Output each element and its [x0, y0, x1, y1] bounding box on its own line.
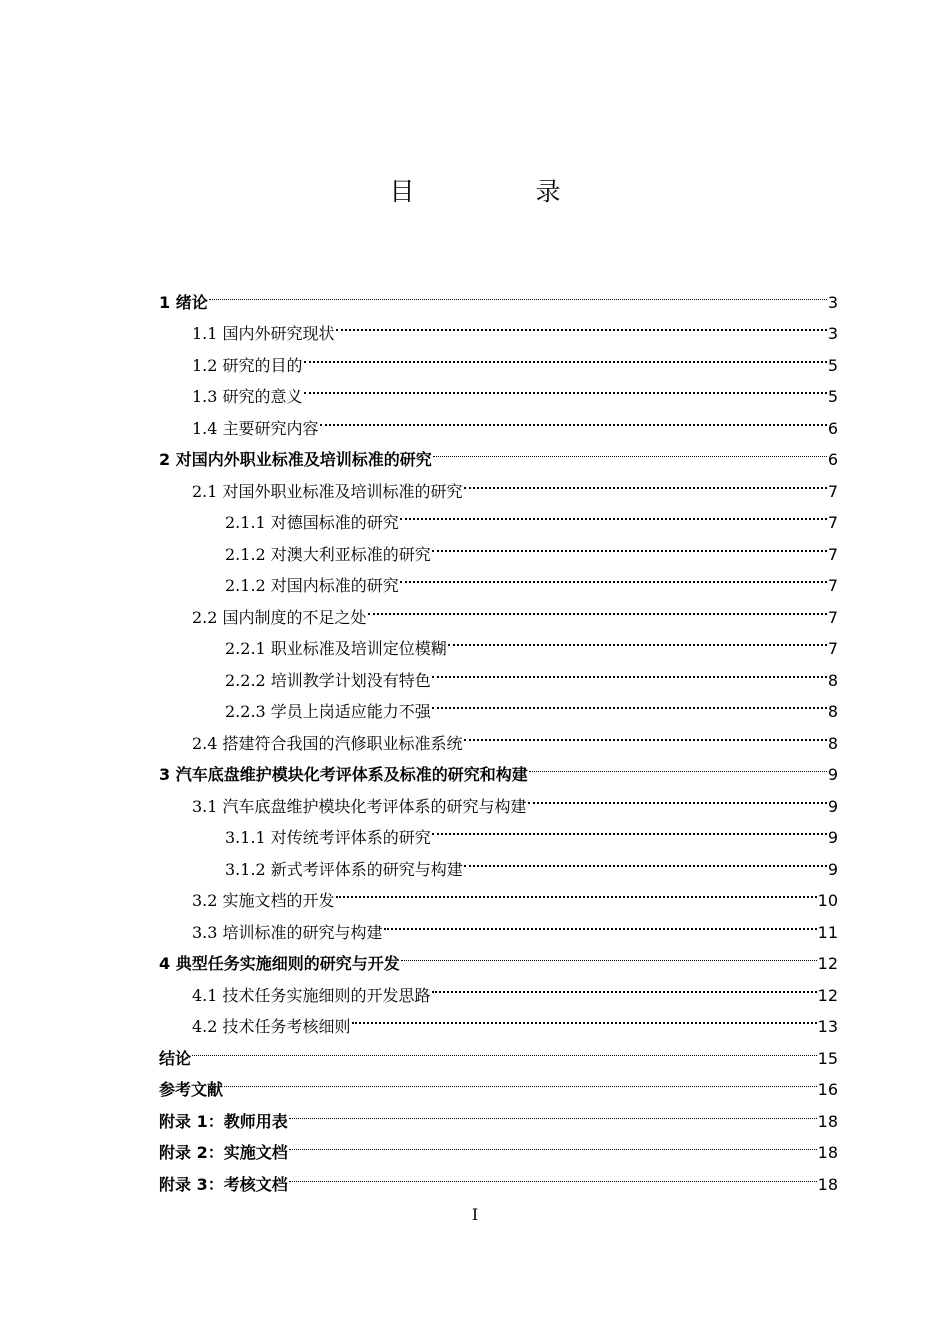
toc-entry[interactable] [159, 1032, 838, 1068]
toc-entry-title: 2 对国内外职业标准及培训标准的研究 [159, 450, 432, 469]
toc-entry-page: 7 [827, 513, 838, 532]
page-title: 目 录 [389, 177, 609, 206]
dot-leader [464, 843, 827, 875]
toc-entry-title: 参考文献 [159, 1080, 224, 1099]
toc-entry-title: 附录 2：实施文档 [159, 1143, 288, 1162]
toc-entry-title: 3.3 培训标准的研究与构建 [192, 922, 383, 942]
toc-entry-title: 3 汽车底盘维护模块化考评体系及标准的研究和构建 [159, 765, 528, 784]
toc-entry-title: 1.2 研究的目的 [192, 355, 303, 375]
dot-leader [384, 906, 817, 938]
toc-entry-page: 10 [817, 891, 838, 910]
toc-entry-title: 3.1 汽车底盘维护模块化考评体系的研究与构建 [192, 796, 527, 816]
toc-entry-page: 3 [827, 292, 838, 312]
toc-entry-page: 7 [827, 481, 838, 501]
toc-entry[interactable] [159, 276, 838, 312]
dot-leader [400, 560, 827, 592]
toc-entry-page: 12 [817, 954, 838, 973]
toc-entry-page: 7 [827, 607, 838, 627]
toc-entry-page: 6 [827, 418, 838, 438]
toc-entry-page: 18 [817, 1143, 838, 1162]
toc-entry-title: 2.2 国内制度的不足之处 [192, 607, 367, 627]
toc-entry-page: 5 [827, 355, 838, 375]
toc-entry-page: 11 [817, 922, 838, 942]
toc-entry-title: 1 绪论 [159, 292, 208, 312]
dot-leader [289, 1095, 817, 1127]
toc-entry-title: 4.1 技术任务实施细则的开发思路 [192, 985, 431, 1005]
toc-entry-title: 结论 [159, 1048, 192, 1068]
toc-entry[interactable] [159, 308, 838, 343]
toc-entry-page: 13 [817, 1017, 838, 1036]
toc-entry-title: 1.1 国内外研究现状 [192, 324, 335, 343]
dot-leader [432, 812, 827, 844]
table-of-contents [159, 276, 838, 1194]
dot-leader [336, 308, 827, 340]
dot-leader [192, 1032, 817, 1064]
dot-leader [529, 749, 827, 781]
toc-entry-page: 7 [827, 544, 838, 564]
toc-entry[interactable] [159, 1064, 838, 1099]
dot-leader [528, 780, 827, 812]
toc-entry-page: 3 [827, 324, 838, 343]
dot-leader [464, 717, 827, 749]
toc-entry-page: 18 [817, 1174, 838, 1194]
toc-entry-page: 9 [827, 859, 838, 879]
dot-leader [304, 339, 827, 371]
dot-leader [432, 686, 827, 718]
toc-entry-page: 12 [817, 985, 838, 1005]
toc-entry-title: 2.1.1 对德国标准的研究 [225, 513, 399, 532]
toc-entry-title: 附录 3：考核文档 [159, 1174, 288, 1194]
toc-entry-page: 9 [827, 796, 838, 816]
toc-entry-page: 9 [827, 765, 838, 784]
toc-entry-title: 2.2.1 职业标准及培训定位模糊 [225, 639, 447, 658]
toc-entry-page: 18 [817, 1111, 838, 1131]
dot-leader [433, 434, 827, 466]
dot-leader [320, 402, 827, 434]
dot-leader [289, 1158, 817, 1190]
toc-entry-page: 9 [827, 828, 838, 847]
toc-entry-title: 3.1.2 新式考评体系的研究与构建 [225, 859, 463, 879]
dot-leader [352, 1001, 817, 1033]
dot-leader [464, 465, 827, 497]
dot-leader [224, 1064, 817, 1096]
dot-leader [432, 969, 817, 1001]
page-number-footer: I [471, 1205, 479, 1224]
dot-leader [432, 654, 827, 686]
toc-entry-title: 2.2.3 学员上岗适应能力不强 [225, 702, 431, 721]
dot-leader [209, 276, 827, 308]
toc-entry-title: 2.4 搭建符合我国的汽修职业标准系统 [192, 733, 463, 753]
dot-leader [304, 371, 827, 403]
dot-leader [432, 528, 827, 560]
toc-entry-page: 15 [817, 1048, 838, 1068]
toc-entry-page: 16 [817, 1080, 838, 1099]
dot-leader [336, 875, 817, 907]
toc-entry-page: 6 [827, 450, 838, 469]
toc-entry-title: 2.1.2 对国内标准的研究 [225, 576, 399, 595]
dot-leader [448, 623, 827, 655]
toc-entry-page: 8 [827, 670, 838, 690]
toc-entry-title: 2.2.2 培训教学计划没有特色 [225, 670, 431, 690]
toc-entry-title: 4 典型任务实施细则的研究与开发 [159, 954, 400, 973]
toc-entry-title: 2.1 对国外职业标准及培训标准的研究 [192, 481, 463, 501]
toc-entry-title: 1.3 研究的意义 [192, 387, 303, 406]
toc-entry-page: 7 [827, 576, 838, 595]
toc-entry-page: 5 [827, 387, 838, 406]
toc-entry-title: 3.1.1 对传统考评体系的研究 [225, 828, 431, 847]
toc-entry-title: 附录 1：教师用表 [159, 1111, 288, 1131]
toc-entry-title: 1.4 主要研究内容 [192, 418, 319, 438]
toc-entry-page: 8 [827, 733, 838, 753]
dot-leader [400, 497, 827, 529]
toc-entry-title: 2.1.2 对澳大利亚标准的研究 [225, 544, 431, 564]
toc-entry-page: 7 [827, 639, 838, 658]
dot-leader [401, 938, 817, 970]
toc-entry[interactable] [159, 1095, 838, 1131]
toc-entry-title: 4.2 技术任务考核细则 [192, 1017, 351, 1036]
toc-entry-page: 8 [827, 702, 838, 721]
dot-leader [289, 1127, 817, 1159]
toc-entry-title: 3.2 实施文档的开发 [192, 891, 335, 910]
dot-leader [368, 591, 827, 623]
